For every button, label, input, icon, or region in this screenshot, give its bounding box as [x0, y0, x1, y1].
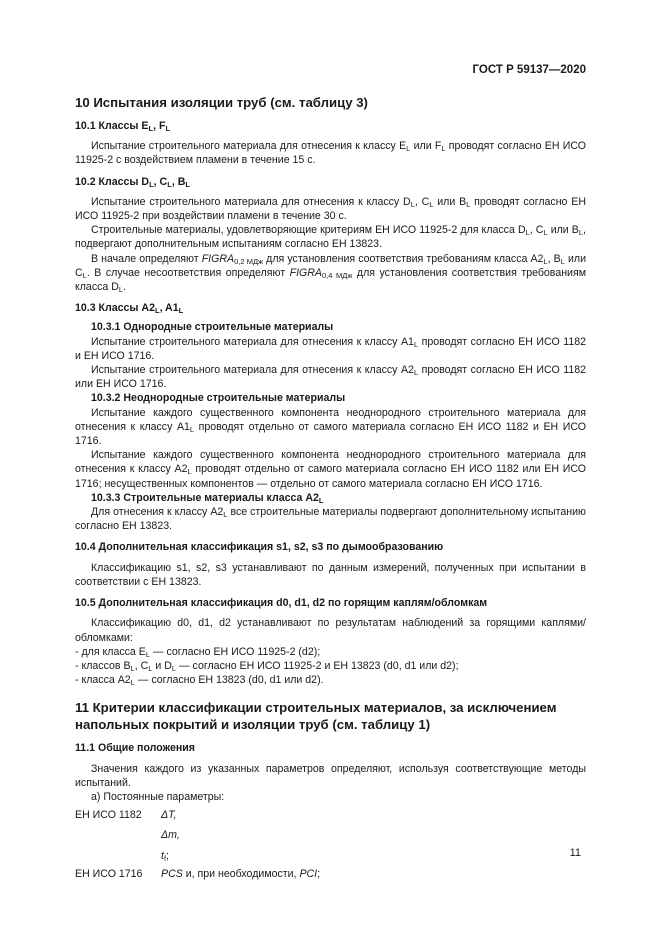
section-11-title: 11 Критерии классификации строительных материалов, за исключением напольных покрытий и изоляции труб (см. таблицу 1) — [75, 700, 557, 733]
section-10-5-text: Классификацию d0, d1, d2 устанавливают по результатам наблюдений за горящими каплями/обломками: — [75, 617, 586, 644]
document-header: ГОСТ Р 59137—2020 — [472, 64, 586, 76]
section-10-3-1-paragraph-1: Испытание строительного материала для отнесения к классу $A1_L$ проводят согласно ЕН ИСО 1182 и ЕН ИСО 1716. — [75, 335, 587, 362]
section-11-1-title: 11.1 Общие положения — [75, 742, 195, 755]
standard-label: ЕН ИСО 1716 — [75, 867, 143, 880]
section-10-3-3-paragraph: Для отнесения к классу $A2_L$ все строительные материалы подвергают дополнительному испытанию согласно ЕН 13823. — [75, 506, 587, 533]
standard-label: ЕН ИСО 1182 — [75, 809, 142, 822]
section-10-title: 10 Испытания изоляции труб (см. таблицу 3) — [75, 95, 368, 110]
section-11-1-text: Значения каждого из указанных параметров определяют, используя соответствующие методы испытаний. — [75, 762, 586, 789]
parameter-value: ΔT, — [161, 809, 177, 822]
section-10-3-3-title: 10.3.3 Строительные материалы класса $A2_L$ — [91, 491, 324, 505]
section-10-1-text: Испытание строительного материала для отнесения к классу $E_L$ или $F_L$ проводят согласно ЕН ИСО 11925-2 с воздействием пламени в течение 15 с. — [75, 140, 586, 167]
page-content — [75, 94, 586, 881]
list-item: - классов $B_L$, $C_L$ и $D_L$ — согласно ЕН ИСО 11925-2 и ЕН 13823 (d0, d1 или d2); — [75, 659, 459, 673]
section-10-5-title: 10.5 Дополнительная классификация d0, d1, d2 по горящим каплям/обломкам — [75, 597, 488, 610]
parameter-value: $t_f$; — [161, 849, 169, 863]
section-10-3-2-title: 10.3.2 Неоднородные строительные материалы — [91, 392, 346, 405]
list-item: - класса $A2_L$ — согласно ЕН 13823 (d0, d1 или d2). — [75, 674, 324, 688]
section-10-3-2-paragraph-2: Испытание каждого существенного компонента неоднородного строительного материала для отнесения к классу $A2_L$ проводят отдельно от самого материала согласно ЕН ИСО 1182 или ЕН ИСО 1716; несущественных компонентов — отдельно от самого материала согласно ЕН ИСО 1716. — [75, 449, 586, 490]
list-item-a: а) Постоянные параметры: — [91, 790, 225, 803]
parameter-row — [75, 867, 586, 881]
section-10-2-paragraph-3: В начале определяют $FIGRA_{0,2 МДж}$ для установления соответствия требованиям класса $A2_L$, $B_L$ или $C_L$. В случае несоответствия определяют $FIGRA_{0,4 МДж}$ для установления соответствия требованиям класса $D_L$. — [75, 252, 586, 295]
section-10-3-title: 10.3 Классы $A2_L$, $A1_L$ — [75, 302, 184, 316]
section-10-2-paragraph-2: Строительные материалы, удовлетворяющие критериям ЕН ИСО 11925-2 для класса $D_L$, $C_L$ или $B_L$, подвергают дополнительным испытаниям согласно ЕН 13823. — [75, 224, 586, 251]
section-10-2-title: 10.2 Классы $D_L$, $C_L$, $B_L$ — [75, 175, 190, 189]
section-10-3-2-paragraph-1: Испытание каждого существенного компонента неоднородного строительного материала для отнесения к классу $A1_L$ проводят отдельно от самого материала согласно ЕН ИСО 1182 и ЕН ИСО 1716. — [75, 406, 586, 448]
parameter-value: PCS и, при необходимости, PCI; — [161, 867, 321, 880]
section-10-2-paragraph-1: Испытание строительного материала для отнесения к классу $D_L$, $C_L$ или $B_L$ проводят согласно ЕН ИСО 11925-2 при воздействии пламени в течение 30 с. — [75, 195, 586, 223]
section-10-3-1-paragraph-2: Испытание строительного материала для отнесения к классу $A2_L$ проводят согласно ЕН ИСО 1182 или ЕН ИСО 1716. — [75, 364, 587, 391]
section-10-1-title: 10.1 Классы $E_L$, $F_L$ — [75, 120, 171, 133]
parameter-value: Δm, — [161, 829, 180, 842]
list-item: - для класса $E_L$ — согласно ЕН ИСО 11925-2 (d2); — [75, 645, 321, 659]
section-10-3-1-title: 10.3.1 Однородные строительные материалы — [91, 321, 334, 334]
section-10-4-title: 10.4 Дополнительная классификация s1, s2, s3 по дымообразованию — [75, 541, 444, 554]
section-10-4-text: Классификацию s1, s2, s3 устанавливают по данным измерений, полученных при испытании в соответствии с ЕН 13823. — [75, 561, 586, 588]
parameter-row — [75, 808, 586, 863]
page-number: 11 — [569, 847, 581, 859]
